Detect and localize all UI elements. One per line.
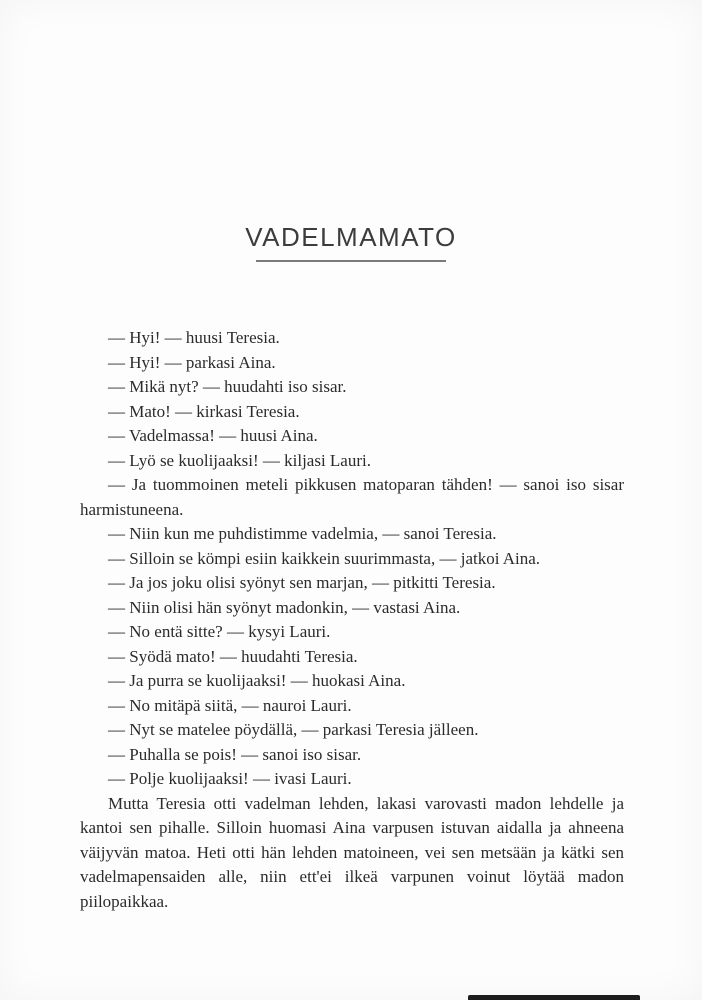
title-block (0, 222, 702, 262)
dialogue-line: — No mitäpä siitä, — nauroi Lauri. (108, 695, 352, 715)
dialogue-line: — Syödä mato! — huudahti Teresia. (108, 646, 358, 666)
dialogue-line: — No entä sitte? — kysyi Lauri. (108, 622, 331, 641)
dialogue-line: — Silloin se kömpi esiin kaikkein suurimmasta, — jatkoi Aina. (108, 548, 541, 568)
dialogue-line: — Niin olisi hän syönyt madonkin, — vastasi Aina. (108, 597, 461, 617)
dialogue-line: — Polje kuolijaaksi! — ivasi Lauri. (108, 769, 352, 788)
dialogue-line: — Ja purra se kuolijaaksi! — huokasi Aina. (108, 671, 406, 690)
dialogue-line: — Puhalla se pois! — sanoi iso sisar. (108, 744, 362, 764)
dialogue-line: — Hyi! — parkasi Aina. (108, 352, 276, 372)
dialogue-line: — Hyi! — huusi Teresia. (108, 328, 280, 347)
dialogue-line: — Niin kun me puhdistimme vadelmia, — sanoi Teresia. (108, 524, 497, 543)
dialogue-line: — Nyt se matelee pöydällä, — parkasi Teresia jälleen. (108, 720, 479, 739)
dialogue-line: — Vadelmassa! — huusi Aina. (108, 426, 318, 445)
dialogue-line: — Lyö se kuolijaaksi! — kiljasi Lauri. (108, 450, 371, 470)
dialogue-line: — Mikä nyt? — huudahti iso sisar. (108, 377, 347, 396)
title-underline (256, 260, 446, 262)
scan-edge-artifact (468, 995, 640, 1000)
dialogue-line: — Ja jos joku olisi syönyt sen marjan, — pitkitti Teresia. (108, 573, 496, 592)
chapter-title: VADELMAMATO (245, 222, 457, 252)
story-text (80, 326, 624, 914)
story-paragraph: Mutta Teresia otti vadelman lehden, lakasi varovasti madon lehdelle ja kantoi sen pihalle. Silloin huomasi Aina varpusen istuvan aidalla ja ahneena väijyvän matoa. Heti otti hän lehden matoineen, vei sen metsään ja kätki sen vadelmapensaiden alle, niin ett'ei ilkeä varpunen voinut löytää madon piilopaikkaa. (80, 793, 624, 911)
dialogue-line: — Mato! — kirkasi Teresia. (108, 401, 300, 421)
dialogue-line: — Ja tuommoinen meteli pikkusen matoparan tähden! — sanoi iso sisar harmistuneena. (80, 475, 624, 519)
